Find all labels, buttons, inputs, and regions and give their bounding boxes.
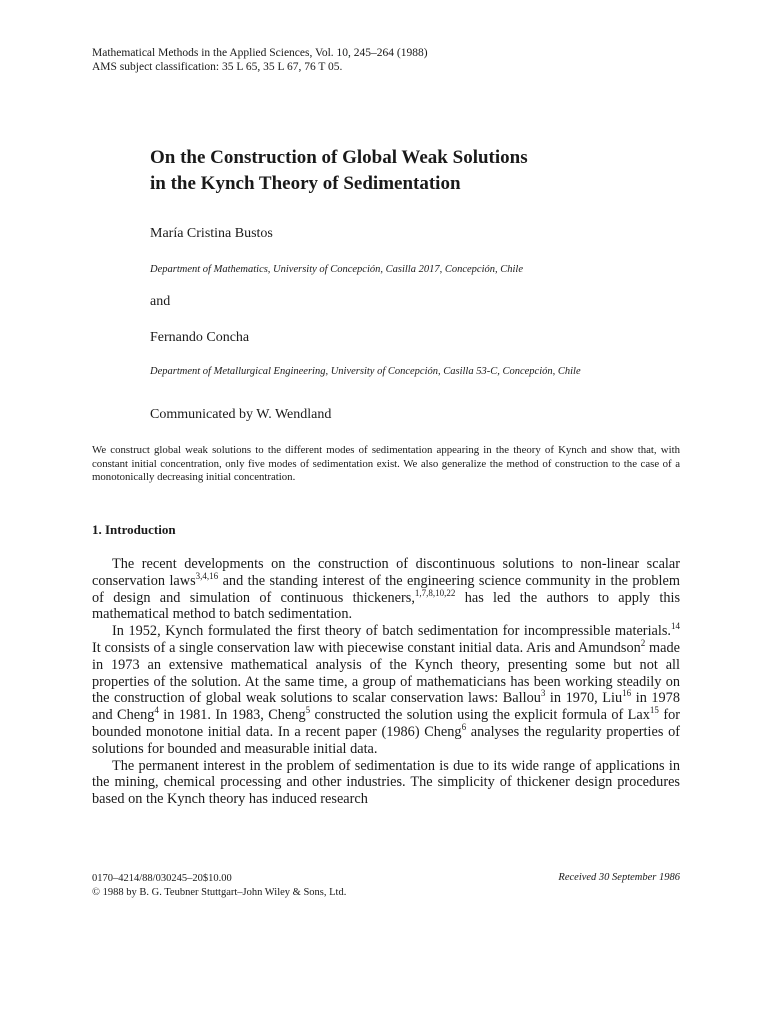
footer-publication-info — [92, 872, 346, 900]
article-code: 0170–4214/88/030245–20$10.00 — [92, 873, 232, 884]
text-span: in 1970, Liu — [545, 690, 623, 707]
text-span: in 1978 and Cheng — [92, 690, 680, 724]
paragraph-1 — [92, 556, 680, 623]
text-span: for bounded monotone initial data. In a recent paper (1986) Cheng — [92, 707, 680, 740]
section-heading: 1. Introduction — [92, 522, 176, 537]
subject-classification: AMS subject classification: 35 L 65, 35 L 67, 76 T 05. — [92, 61, 343, 73]
paper-title — [150, 145, 710, 197]
text-span: constructed the solution using the explicit formula of Lax — [310, 707, 650, 724]
title-line-1: On the Construction of Global Weak Solutions — [150, 147, 528, 168]
citation-superscript: 1,7,8,10,22 — [414, 587, 456, 598]
text-span: and the standing interest of the engineering science community in the problem of design and simulation of continuous thickeners, — [92, 572, 680, 606]
citation-superscript: 15 — [649, 705, 659, 716]
citation-superscript: 4 — [154, 705, 159, 716]
text-span: made in 1973 an extensive mathematical analysis of the Kynch theory, presenting some but not all properties of the solution. At the same time, a group of mathematicians has been working steadily on the construction of global weak solutions to scalar conservation laws: Ballou — [92, 639, 680, 707]
citation-superscript: 14 — [671, 621, 680, 632]
title-line-2: in the Kynch Theory of Sedimentation — [150, 173, 461, 194]
author-name-2: Fernando Concha — [150, 330, 250, 345]
citation-superscript: 16 — [622, 688, 632, 699]
author-separator: and — [150, 294, 171, 309]
text-span: in 1981. In 1983, Cheng — [158, 707, 306, 724]
paragraph-2 — [92, 623, 680, 757]
citation-superscript: 3,4,16 — [195, 570, 219, 581]
text-span: The recent developments on the construction of discontinuous solutions to non-linear scalar conservation laws — [92, 556, 680, 589]
received-date: Received 30 September 1986 — [558, 872, 680, 883]
author-affiliation-1: Department of Mathematics, University of Concepción, Casilla 2017, Concepción, Chile — [150, 264, 523, 275]
author-affiliation-2: Department of Metallurgical Engineering, University of Concepción, Casilla 53-C, Concepción, Chile — [150, 366, 581, 377]
citation-superscript: 3 — [540, 688, 546, 699]
journal-header — [92, 46, 428, 74]
author-name-1: María Cristina Bustos — [150, 226, 273, 241]
paragraph-3: The permanent interest in the problem of sedimentation is due to its wide range of applications in the mining, chemical processing and other industries. The simplicity of thickener design procedures based on the Kynch theory has induced research — [92, 757, 680, 808]
communicated-by: Communicated by W. Wendland — [150, 407, 332, 422]
text-span: analyses the regularity properties of solutions for bounded and measurable initial data. — [92, 723, 680, 757]
journal-citation: Mathematical Methods in the Applied Sciences, Vol. 10, 245–264 (1988) — [92, 47, 428, 59]
citation-superscript: 6 — [461, 721, 467, 732]
body-text — [92, 556, 680, 808]
citation-superscript: 2 — [640, 637, 646, 648]
text-span: It consists of a single conservation law with piecewise constant initial data. Aris and Amundson — [92, 639, 641, 656]
citation-superscript: 5 — [305, 705, 311, 716]
text-span: has led the authors to apply this mathematical method to batch sedimentation. — [92, 589, 681, 623]
copyright-notice: © 1988 by B. G. Teubner Stuttgart–John Wiley & Sons, Ltd. — [92, 887, 347, 898]
abstract: We construct global weak solutions to the different modes of sedimentation appearing in the theory of Kynch and show that, with constant initial concentration, only five modes of sedimentation exist. We also generalize the method of construction to the case of a monotonically decreasing initial concentration. — [92, 444, 680, 483]
text-span: In 1952, Kynch formulated the first theory of batch sedimentation for incompressible materials. — [112, 623, 671, 640]
